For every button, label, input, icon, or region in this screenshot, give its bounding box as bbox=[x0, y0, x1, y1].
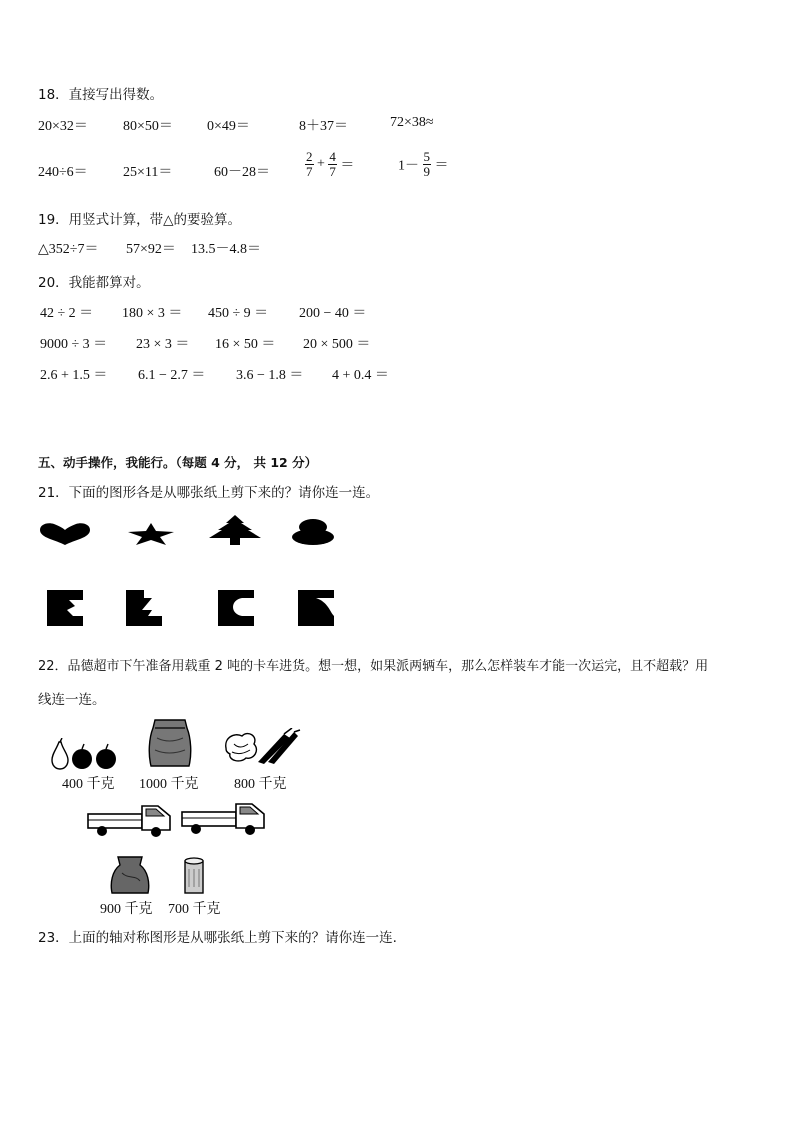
q20-r1-1: 42 ÷ 2 ＝ bbox=[40, 306, 94, 321]
goods-label-900: 900 千克 bbox=[100, 902, 153, 917]
paper-curve-cut bbox=[298, 590, 334, 626]
q18-expr-2: 80×50＝ bbox=[123, 119, 173, 134]
q18-expr-7: 25×11＝ bbox=[123, 165, 173, 180]
fraction-4-7: $\frac{4}{7}$ bbox=[329, 149, 336, 179]
bag-icon bbox=[108, 855, 152, 895]
q20-r2-1: 9000 ÷ 3 ＝ bbox=[40, 337, 108, 352]
q19-expr-3: 13.5－4.8＝ bbox=[191, 242, 261, 257]
q22-title-line2: 线连一连。 bbox=[38, 692, 106, 708]
q19-expr-1: △352÷7＝ bbox=[38, 242, 99, 257]
q20-r2-3: 16 × 50 ＝ bbox=[215, 337, 276, 352]
q18-expr-8: 60－28＝ bbox=[214, 165, 270, 180]
heart-shape bbox=[38, 522, 92, 546]
paper-zigzag-cut bbox=[47, 590, 85, 626]
q18-expr-1: 20×32＝ bbox=[38, 119, 88, 134]
can-icon bbox=[183, 857, 205, 895]
goods-label-1000: 1000 千克 bbox=[139, 777, 199, 792]
q21-title: 21．下面的图形各是从哪张纸上剪下来的？请你连一连。 bbox=[38, 485, 380, 501]
tree-shape bbox=[208, 514, 262, 546]
section-5-title: 五、动手操作，我能行。（每题 4 分， 共 12 分） bbox=[38, 455, 318, 470]
fraction-5-9: $\frac{5}{9}$ bbox=[423, 149, 430, 179]
q23-title: 23．上面的轴对称图形是从哪张纸上剪下来的？请你连一连. bbox=[38, 930, 397, 946]
q19-expr-2: 57×92＝ bbox=[126, 242, 176, 257]
vegetable-icon bbox=[222, 728, 302, 766]
q20-r3-1: 2.6 + 1.5 ＝ bbox=[40, 368, 108, 383]
q18-expr-3: 0×49＝ bbox=[207, 119, 250, 134]
mushroom-shape bbox=[291, 518, 335, 546]
q18-fraction-sum: $\frac{2}{7}$ + $\frac{4}{7}$ ＝ bbox=[306, 149, 355, 179]
paper-round-cut bbox=[218, 590, 254, 626]
truck-icon bbox=[180, 798, 268, 838]
goods-label-800: 800 千克 bbox=[234, 777, 287, 792]
q20-r3-3: 3.6 − 1.8 ＝ bbox=[236, 368, 304, 383]
q20-r3-2: 6.1 − 2.7 ＝ bbox=[138, 368, 206, 383]
q20-r1-4: 200 − 40 ＝ bbox=[299, 306, 367, 321]
paper-step-cut bbox=[126, 590, 162, 626]
q18-title: 18．直接写出得数。 bbox=[38, 87, 164, 103]
q18-fraction-diff: 1－ $\frac{5}{9}$ ＝ bbox=[398, 149, 449, 179]
goods-label-700: 700 千克 bbox=[168, 902, 221, 917]
q19-title: 19．用竖式计算，带△的要验算。 bbox=[38, 212, 242, 228]
sack-icon bbox=[147, 718, 193, 768]
q18-expr-5: 72×38≈ bbox=[390, 115, 434, 130]
q22-title-line1: 22．品德超市下午准备用载重 2 吨的卡车进货。想一想，如果派两辆车，那么怎样装车才能一次运完，且不超载？用 bbox=[38, 659, 709, 674]
q20-r1-2: 180 × 3 ＝ bbox=[122, 306, 183, 321]
fraction-2-7: $\frac{2}{7}$ bbox=[306, 149, 313, 179]
star-shape bbox=[126, 522, 176, 546]
q18-expr-6: 240÷6＝ bbox=[38, 165, 88, 180]
q20-r1-3: 450 ÷ 9 ＝ bbox=[208, 306, 269, 321]
q20-r2-4: 20 × 500 ＝ bbox=[303, 337, 371, 352]
q20-title: 20．我能都算对。 bbox=[38, 275, 150, 291]
q20-r2-2: 23 × 3 ＝ bbox=[136, 337, 190, 352]
truck-icon bbox=[86, 800, 174, 840]
q20-r3-4: 4 + 0.4 ＝ bbox=[332, 368, 389, 383]
goods-label-400: 400 千克 bbox=[62, 777, 115, 792]
q18-expr-4: 8＋37＝ bbox=[299, 119, 348, 134]
fruit-icon bbox=[50, 738, 120, 770]
